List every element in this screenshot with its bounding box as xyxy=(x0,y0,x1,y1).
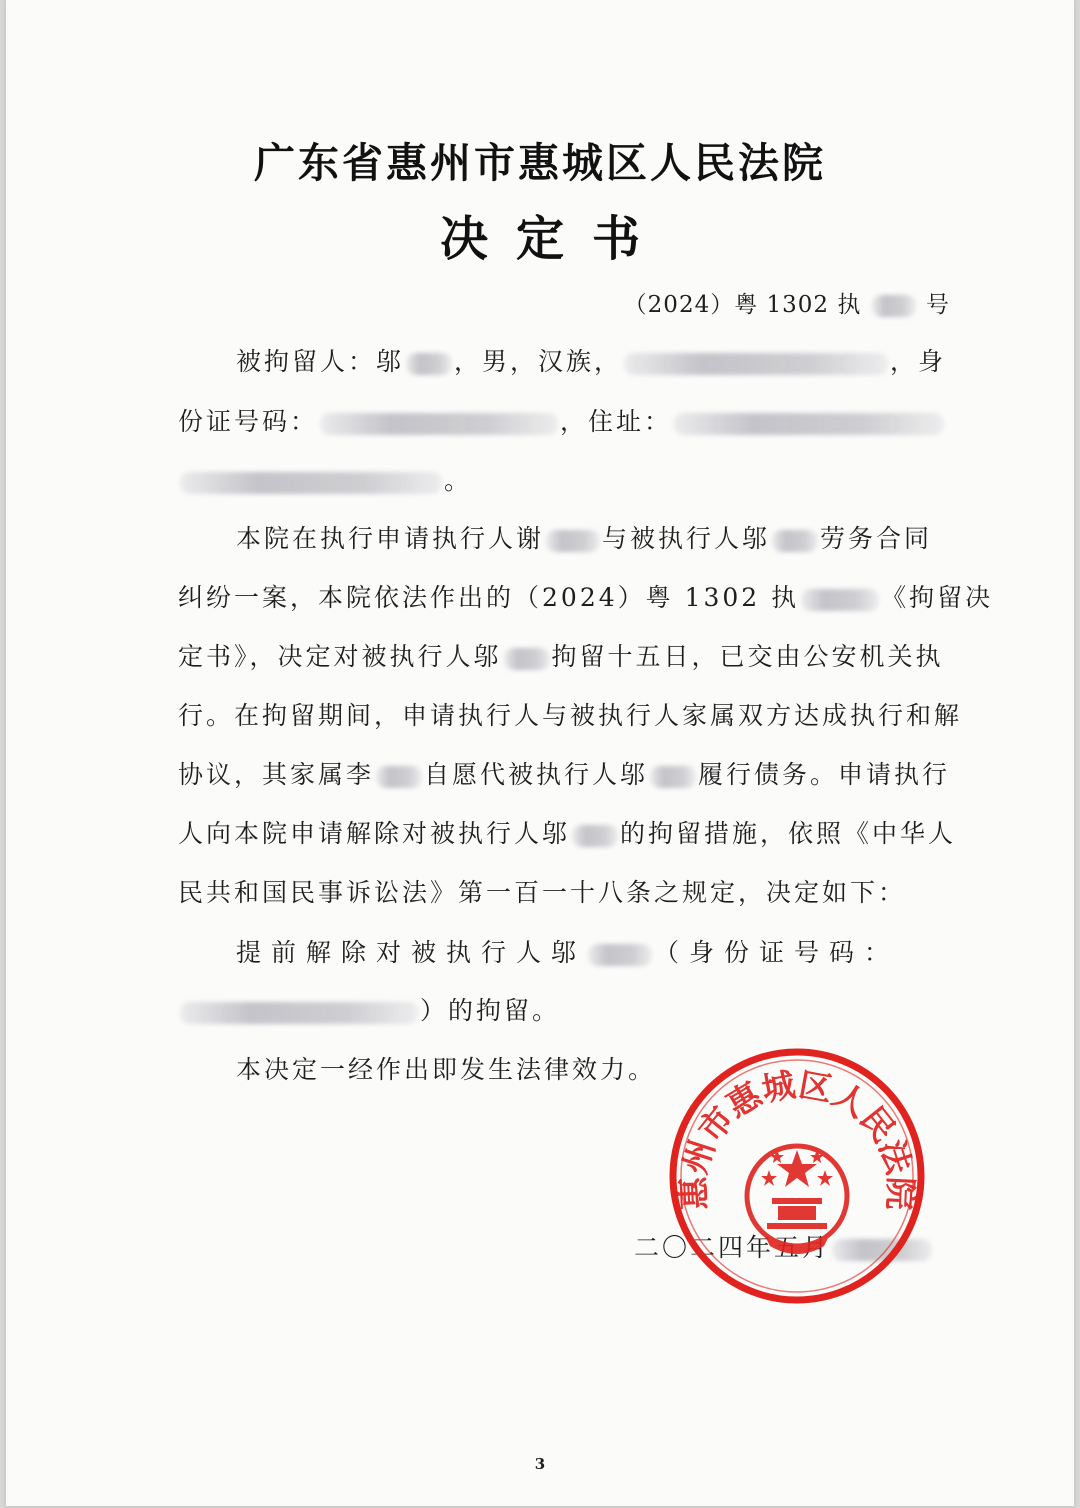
body-text: 纠纷一案，本院依法作出的（2024）粤 1302 执 xyxy=(178,583,800,612)
party-label: 被拘留人：邬 xyxy=(236,347,405,376)
body-line-5 xyxy=(178,757,950,793)
body-text: 协议，其家属李 xyxy=(178,760,375,789)
address-label: ，住址： xyxy=(560,407,673,436)
body-line-4: 行。在拘留期间，申请执行人与被执行人家属双方达成执行和解 xyxy=(178,701,963,730)
body-text: 履行债务。申请执行 xyxy=(698,760,951,789)
case-number-prefix: （2024）粤 1302 执 xyxy=(623,292,862,318)
court-name: 广东省惠州市惠城区人民法院 xyxy=(254,139,826,187)
redacted-name xyxy=(588,944,652,966)
redacted-name xyxy=(572,825,618,847)
redacted-address-cont xyxy=(180,472,442,494)
body-text: 定书》，决定对被执行人邬 xyxy=(178,642,502,671)
date-text: 二〇二四年五月 xyxy=(634,1233,831,1262)
redacted-name xyxy=(650,766,696,788)
body-text: 人向本院申请解除对被执行人邬 xyxy=(178,819,571,848)
redacted-case-number xyxy=(801,589,879,611)
body-text: 拘留十五日，已交由公安机关执 xyxy=(551,642,944,671)
court-seal-icon xyxy=(668,1046,926,1306)
body-text: 自愿代被执行人邬 xyxy=(424,760,649,789)
case-number xyxy=(624,286,950,319)
body-text: 与被执行人邬 xyxy=(602,524,771,553)
redacted-name xyxy=(772,530,818,552)
case-number-suffix: 号 xyxy=(926,292,950,318)
redacted-name xyxy=(376,766,422,788)
body-line-2 xyxy=(178,580,993,616)
id-label: 份证号码： xyxy=(178,407,319,436)
decision-line-2 xyxy=(178,993,560,1029)
period: 。 xyxy=(444,466,473,495)
redacted-id-number xyxy=(180,1002,418,1024)
decision-line-1 xyxy=(236,935,899,971)
party-gender-ethnicity: ，男，汉族， xyxy=(454,347,623,376)
body-text: 劳务合同 xyxy=(820,524,933,553)
body-line-1 xyxy=(236,521,932,557)
document-title: 决定书 xyxy=(439,211,668,267)
redacted-id-number xyxy=(320,413,558,435)
redacted-address xyxy=(674,413,944,435)
body-line-6 xyxy=(178,816,956,852)
body-text: 的拘留措施，依照《中华人 xyxy=(620,819,957,848)
redacted-name xyxy=(406,353,452,375)
decision-text: ）的拘留。 xyxy=(420,996,561,1025)
redacted-birthdate xyxy=(624,353,888,375)
party-line-1 xyxy=(236,344,946,380)
body-line-3 xyxy=(178,639,944,675)
effect-statement: 本决定一经作出即发生法律效力。 xyxy=(236,1055,657,1084)
svg-text:惠州市惠城区人民法院: 惠州市惠城区人民法院 xyxy=(673,1064,921,1211)
body-text: 《拘留决 xyxy=(881,583,994,612)
decision-text: 提前解除对被执行人邬 xyxy=(236,938,587,967)
page-number: 3 xyxy=(534,1455,546,1473)
party-line-3 xyxy=(178,463,472,499)
body-line-7: 民共和国民事诉讼法》第一百一十八条之规定，决定如下： xyxy=(178,878,907,907)
body-text: 本院在执行申请执行人谢 xyxy=(236,524,545,553)
party-text: ，身 xyxy=(890,347,947,376)
redacted-case-number xyxy=(872,295,916,317)
redacted-name xyxy=(546,530,600,552)
document-page xyxy=(6,0,1074,1506)
decision-text: （身份证号码： xyxy=(654,938,900,967)
party-line-2 xyxy=(178,404,946,440)
redacted-name xyxy=(504,648,550,670)
